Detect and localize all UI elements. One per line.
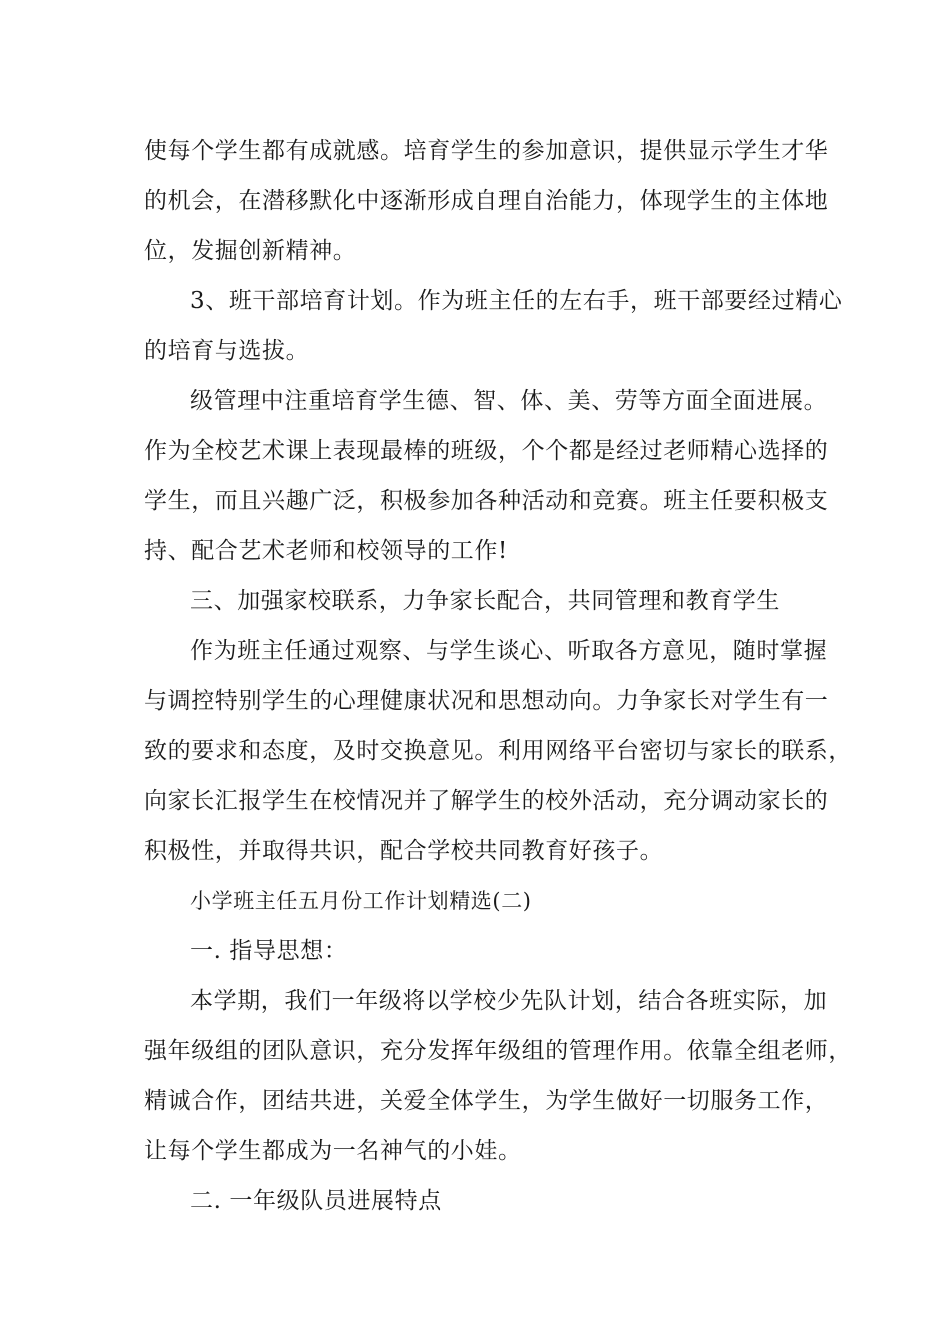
- paragraph-line: 作为全校艺术课上表现最棒的班级，个个都是经过老师精心选择的: [144, 438, 829, 464]
- paragraph-line: 的机会，在潜移默化中逐渐形成自理自治能力，体现学生的主体地: [144, 188, 829, 214]
- paragraph-line: 与调控特别学生的心理健康状况和思想动向。力争家长对学生有一: [144, 688, 829, 714]
- paragraph-line: 向家长汇报学生在校情况并了解学生的校外活动，充分调动家长的: [144, 788, 829, 814]
- paragraph-line: 本学期，我们一年级将以学校少先队计划，结合各班实际，加: [190, 988, 828, 1014]
- section-heading: 三、加强家校联系，力争家长配合，共同管理和教育学生: [190, 588, 780, 614]
- paragraph-line: 3、班干部培育计划。作为班主任的左右手，班干部要经过精心: [190, 288, 843, 314]
- paragraph-line: 作为班主任通过观察、与学生谈心、听取各方意见，随时掌握: [190, 638, 828, 664]
- paragraph-line: 致的要求和态度，及时交换意见。利用网络平台密切与家长的联系，: [144, 738, 852, 764]
- paragraph-line: 精诚合作，团结共进，关爱全体学生，为学生做好一切服务工作，: [144, 1088, 829, 1114]
- paragraph-line: 使每个学生都有成就感。培育学生的参加意识，提供显示学生才华: [144, 138, 829, 164]
- section-heading: 一. 指导思想：: [190, 938, 348, 964]
- section-heading: 二. 一年级队员进展特点: [190, 1188, 442, 1214]
- paragraph-line: 积极性，并取得共识，配合学校共同教育好孩子。: [144, 838, 664, 864]
- paragraph-line: 让每个学生都成为一名神气的小娃。: [144, 1138, 522, 1164]
- paragraph-line: 位，发掘创新精神。: [144, 238, 357, 264]
- paragraph-line: 的培育与选拔。: [144, 338, 310, 364]
- document-subtitle: 小学班主任五月份工作计划精选(二): [190, 889, 532, 913]
- paragraph-line: 持、配合艺术老师和校领导的工作!: [144, 538, 508, 564]
- paragraph-line: 学生，而且兴趣广泛，积极参加各种活动和竞赛。班主任要积极支: [144, 488, 829, 514]
- paragraph-line: 级管理中注重培育学生德、智、体、美、劳等方面全面进展。: [190, 388, 828, 414]
- paragraph-line: 强年级组的团队意识，充分发挥年级组的管理作用。依靠全组老师，: [144, 1038, 852, 1064]
